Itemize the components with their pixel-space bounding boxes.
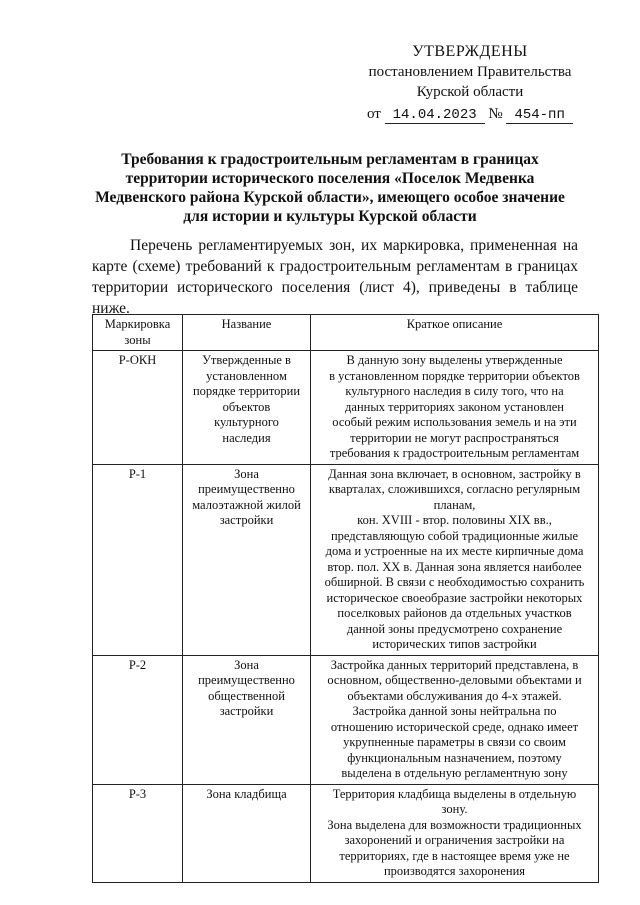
zone-name: Утвержденные в установленном порядке территории объектов культурного наследия <box>192 353 301 445</box>
approval-line-2: постановлением Правительства <box>368 64 572 80</box>
table-row <box>93 655 599 784</box>
table-row <box>93 464 599 655</box>
zone-code: Р-1 <box>93 464 183 655</box>
header-name: Название <box>183 315 311 351</box>
approval-number: 454-пп <box>506 107 572 124</box>
zone-name: Зона кладбища <box>206 786 287 801</box>
zone-description: Застройка данных территорий представлена, в основном, общественно-деловыми объектами и объектами обслуживания до 4-х этажей. Застройка данной зоны нейтральна по отношению исторической среде, однако имеет укрупненные параметры в связи со своим функциональным назначением, поэтому выделена в отдельную регламентную зону <box>327 657 582 780</box>
header-code: Маркировка зоны <box>93 315 183 351</box>
header-description: Краткое описание <box>311 315 599 351</box>
date-prefix: от <box>367 106 381 122</box>
zone-name: Зона преимущественно общественной застройки <box>198 657 295 718</box>
zone-name: Зона преимущественно малоэтажной жилой застройки <box>192 466 301 527</box>
intro-paragraph: Перечень регламентируемых зон, их маркировка, примененная на карте (схеме) требований к градостроительным регламентам в границах территории исторического поселения (лист 4), приведены в таблице ниже. <box>92 237 578 317</box>
zone-code: Р-3 <box>93 784 183 882</box>
number-prefix: № <box>488 106 503 122</box>
approval-date-line <box>355 104 585 125</box>
zone-code: Р-ОКН <box>93 351 183 465</box>
zone-description: В данную зону выделены утвержденные в установленном порядке территории объектов культурного наследия в силу того, что на данных территориях законом установлен особый режим использования земель и на эти территории не могут распространяться требования к градостроительным регламентам <box>329 353 580 460</box>
zone-description: Территория кладбища выделены в отдельную зону. Зона выделена для возможности традиционных захоронений и ограничения застройки на территориях, где в настоящее время уже не производятся захоронения <box>327 786 582 878</box>
zone-description: Данная зона включает, в основном, застройку в кварталах, сложившихся, согласно регулярным планам, кон. XVIII - втор. половины XIX вв., представляющую собой традиционные жилые дома и устроенные на их месте кирпичные дома втор. пол. XX в. Данная зона является наиболее обширной. В связи с необходимостью сохранить историческое своеобразие застройки некоторых поселковых районов да отдельных участков данной зоны предусмотрено сохранение исторических типов застройки <box>324 466 585 651</box>
table-header-row <box>93 315 599 351</box>
approval-heading: УТВЕРЖДЕНЫ <box>412 43 528 60</box>
approval-line-3: Курской области <box>416 84 524 100</box>
approval-block <box>355 42 585 125</box>
zones-table <box>92 314 599 883</box>
table-row <box>93 784 599 882</box>
approval-date: 14.04.2023 <box>385 107 485 124</box>
zone-code: Р-2 <box>93 655 183 784</box>
table-row <box>93 351 599 465</box>
document-title: Требования к градостроительным регламентам в границах территории исторического поселения «Поселок Медвенка Медвенского района Курской области», имеющего особое значение для истории и культуры Курской области <box>95 151 565 225</box>
